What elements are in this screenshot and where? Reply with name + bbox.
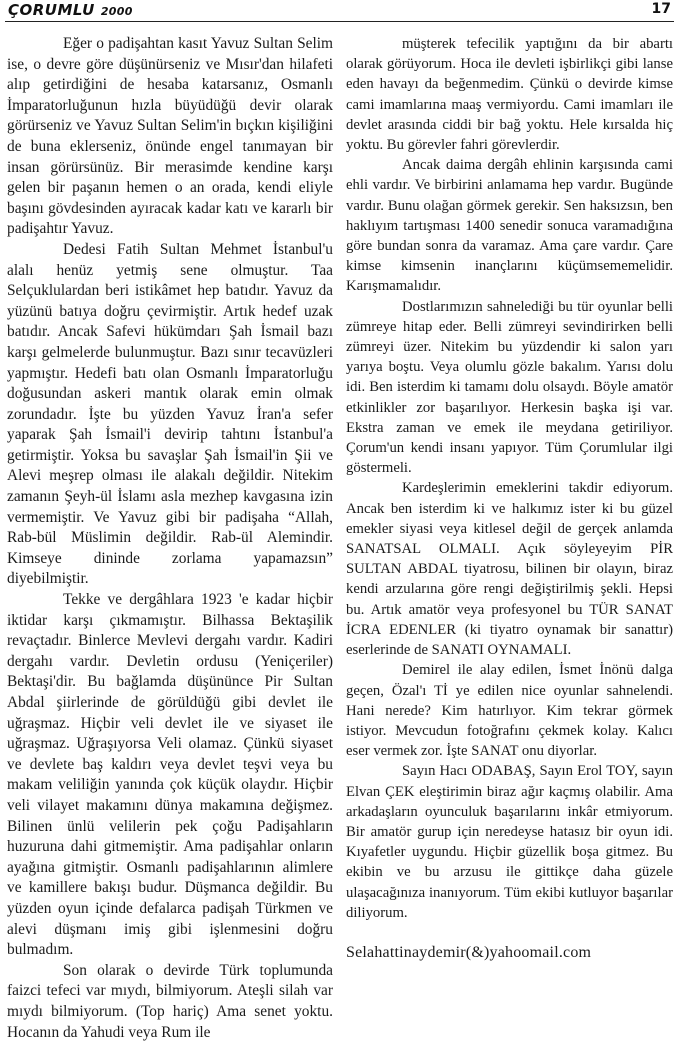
header-rule: [5, 21, 674, 22]
paragraph: Tekke ve dergâhlara 1923 'e kadar hiçbir iktidar karşı çıkmamıştır. Bilhassa Bektaşilik revaçtadır. Binlerce Mevlevi dergahı vardır. Kadiri dergahı vardır. Devletin ordusu (Yeniçeriler) Bektaşi'dir. Bu bağlamda düşününce Pir Sultan Abdal şiirlerinde de görüldüğü gibi devlet ile uğraşmaz. Hiçbir veli devlet ile ve siyaset ile uğraşmaz. Uğraşıyorsa Veli olamaz. Çünkü siyaset ve devlete baş kaldırı veya devlet teşvi veya bu makam veliliğin yanında çok küçük olaydır. Hiçbir veli vilayet makamını dünya makamına değişmez. Bilinen ünlü velilerin pek çoğu Padişahların huzuruna dahi gitmemiştir. Ama padişahlar onların ayağına gitmiştir. Osmanlı padişahlarının alimlere ve kamillere bakışı budur. Düşmanca değildir. Bu yüzden oyun içinde defalarca padişah Türkmen ve alevi düşmanı imiş gibi işlenmesini doğru bulmadım.: [7, 591, 333, 959]
masthead-title: ÇORUMLU: [8, 1, 95, 19]
paragraph: Kardeşlerimin emeklerini takdir ediyorum. Ancak ben isterdim ki ve halkımız ister ki bu güzel emekler siyasi veya kitlesel değil de gerçek anlamda SANATSAL OLMALI. Açık söyleyeyim PİR SULTAN ABDAL tiyatrosu, bilinen bir olayın, biraz kendi arzularına göre rengi değiştirilmiş şekli. Hepsi bu. Artık amatör veya profesyonel bu TÜR SANAT İCRA EDENLER (ki tiyatro oynamak bir sanattır) eserlerinde de SANATI OYNAMALI.: [346, 480, 673, 659]
masthead: [8, 1, 133, 19]
masthead-year: 2000: [100, 5, 133, 18]
paragraph: Ancak daima dergâh ehlinin karşısında cami ehli vardır. Ve birbirini anlamama hep vardır. Bugünde vardır. Bunu olağan görmek gerekir. Sen haksızsın, ben haklıyım tartışması 1400 senedir sonuca varamadığına göre bundan sonra da varamaz. Ama çare vardır. Çare kimse kimsenin inançlarını küçümsememelidir. Karışmamalıdır.: [346, 157, 673, 295]
paragraph: Demirel ile alay edilen, İsmet İnönü dalga geçen, Özal'ı Tİ ye edilen nice oyunlar sahnelendi. Hani nerede? Kim hatırlıyor. Kim tekrar görmek istiyor. Mevcudun fotoğrafını çekmek kolay. Kalıcı eser vermek zor. İşte SANAT onu diyorlar.: [346, 662, 673, 760]
right-column: [346, 34, 673, 994]
author-email: Selahattinaydemir(&)yahoomail.com: [346, 943, 592, 961]
paragraph: Dostlarımızın sahnelediği bu tür oyunlar belli zümreye hitap eder. Belli zümreyi sevindirirken belli zümreyi üzer. Nitekim bu yüzdendir ki salon yarı yarıya boştu. Veya olumlu gözle bakalım. Yarısı dolu idi. Ben isterdim ki tamamı dolu olsaydı. Böyle amatör etkinlikler zor başarılıyor. Herkesin başka işi var. Ekstra zaman ve emek ile meydana getiriliyor. Çorum'un kendi insanı yapıyor. Tüm Çorumlular ilgi göstermeli.: [346, 298, 673, 477]
paragraph: Dedesi Fatih Sultan Mehmet İstanbul'u alalı henüz yetmiş sene olmuştur. Taa Selçuklulardan beri istikâmet hep batıdır. Yavuz da yüzünü batıya doğru çevirmiştir. Artık hedef uzak batıdır. Ancak Safevi hükümdarı Şah İsmail bazı karşı gelmelerde bulunmuştur. Bazı sınır tecavüzleri yapmıştır. Hedefi batı olan Osmanlı İmparatorluğu doğusundan askeri mantık olarak emin olmak zorundadır. İşte bu yüzden Yavuz İran'a sefer yaparak Şah İsmail'i devirip tahtını İstanbul'a getirmiştir. Yoksa bu savaşlar Şah İsmail'in Şii ve Alevi meşrep olması ile alakalı değildir. Nitekim zamanın Şeyh-ül İslamı asla mezhep kavgasına izin vermemiştir. Ve Yavuz gibi bir padişaha “Allah, Rab-bül Müslimin değildir. Rab-ül Alemindir. Kimseye dininde zorlama yapamazsın” diyebilmiştir.: [7, 240, 333, 588]
paragraph: Eğer o padişahtan kasıt Yavuz Sultan Selim ise, o devre göre düşünürseniz ve Mısır'dan hilafeti alıp getirdiğini de hesaba katarsanız, Osmanlı İmparatorluğunun hızla büyüdüğü devir olarak görürseniz ve Yavuz Sultan Selim'in bıçkın kişiliğini de buna eklerseniz, önünde engel tanımayan bir insan görürsünüz. Bir merasimde kendine karşı gelen bir paşanın hemen o an orada, kendi eliyle başını gövdesinden ayıracak kadar katı ve kararlı bir padişahtır Yavuz.: [7, 35, 333, 238]
paragraph: Sayın Hacı ODABAŞ, Sayın Erol TOY, sayın Elvan ÇEK eleştirimin biraz ağır kaçmış olabilir. Ama arkadaşların oyunculuk başarılarını inkâr etmiyorum. Bir amatör gurup için neredeyse hatasız bir oyun idi. Kıyafetler uygundu. Hiçbir güzellik boşa gitmez. Bu ekibin ve bu arzusu ile gittikçe daha güzele ulaşacağınıza inanıyorum. Tüm ekibi kutluyor başarılar diliyorum.: [346, 763, 673, 921]
page-number: 17: [651, 1, 671, 17]
left-column: [7, 34, 333, 1041]
paragraph: Son olarak o devirde Türk toplumunda faizci tefeci var mıydı, bilmiyorum. Ateşli silah var mıydı bilmiyorum. (Top hariç) Ama senet yoktu. Hocanın da Yahudi veya Rum ile: [7, 961, 333, 1041]
paragraph: müşterek tefecilik yaptığını da bir abartı olarak görüyorum. Hoca ile devleti işbirlikçi gibi lanse eden havayı da beğenmedim. Çünkü o devirde kimse cami imamlarına maaş vermiyordu. Cami imamları ile devlet arasında ciddi bir bağ yoktu. Hele kırsalda hiç yoktu. Bu görevler fahri görevlerdir.: [346, 36, 673, 154]
page-header: [0, 0, 679, 22]
